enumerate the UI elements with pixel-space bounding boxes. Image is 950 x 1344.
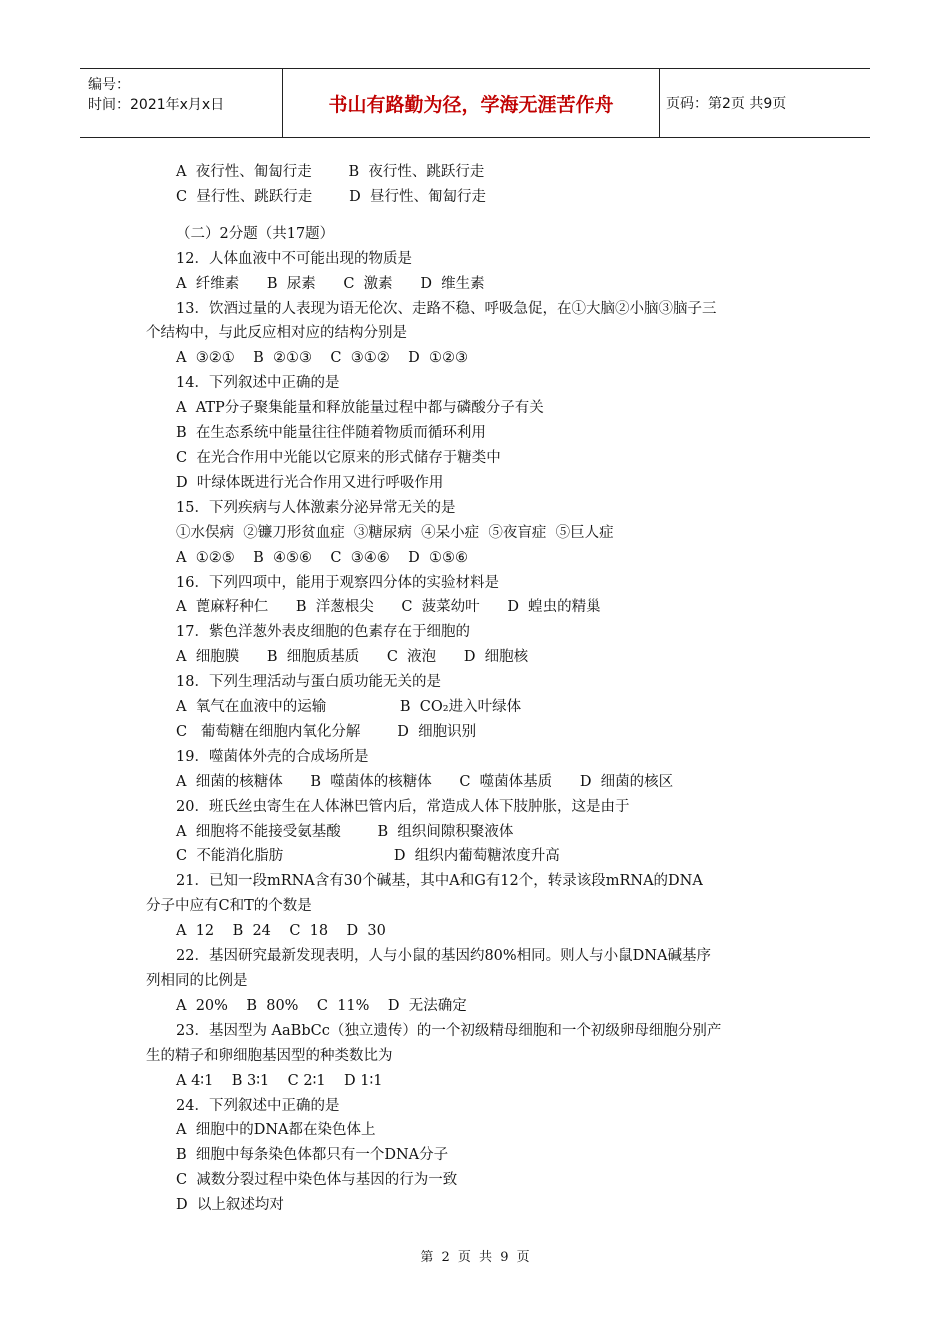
question-line: ①水俣病 ②镰刀形贫血症 ③糖尿病 ④呆小症 ⑤夜盲症 ⑤巨人症	[176, 524, 614, 541]
question-line: A 纤维素 B 尿素 C 激素 D 维生素	[176, 275, 485, 292]
question-line: 15．下列疾病与人体激素分泌异常无关的是	[176, 499, 456, 516]
question-line: D 以上叙述均对	[176, 1197, 284, 1214]
page-header	[80, 68, 870, 138]
question-line: 12．人体血液中不可能出现的物质是	[176, 250, 412, 267]
question-line: 个结构中，与此反应相对应的结构分别是	[146, 325, 407, 342]
question-line: A 蓖麻籽种仁 B 洋葱根尖 C 菠菜幼叶 D 蝗虫的精巢	[176, 599, 601, 616]
question-line: 20．班氏丝虫寄生在人体淋巴管内后，常造成人体下肢肿胀，这是由于	[176, 798, 630, 815]
question-line: A 细菌的核糖体 B 噬菌体的核糖体 C 噬菌体基质 D 细菌的核区	[176, 773, 674, 790]
question-line: （二）2分题（共17题）	[176, 225, 335, 242]
question-line: A 氧气在血液中的运输 B CO₂进入叶绿体	[176, 699, 522, 716]
question-line: 18．下列生理活动与蛋白质功能无关的是	[176, 674, 441, 691]
question-line: B 细胞中每条染色体都只有一个DNA分子	[176, 1147, 449, 1164]
question-line: 24．下列叙述中正确的是	[176, 1097, 340, 1114]
header-motto: 书山有路勤为径，学海无涯苦作舟	[282, 69, 660, 137]
header-left-cell	[80, 69, 282, 137]
question-line: 分子中应有C和T的个数是	[146, 898, 312, 915]
question-line: 17．紫色洋葱外表皮细胞的色素存在于细胞的	[176, 624, 470, 641]
question-line: A 细胞中的DNA都在染色体上	[176, 1122, 376, 1139]
question-line: A 4∶1 B 3∶1 C 2∶1 D 1∶1	[176, 1072, 383, 1089]
question-line: A ③②① B ②①③ C ③①② D ①②③	[176, 350, 469, 367]
question-line: 23．基因型为 AaBbCc（独立遗传）的一个初级精母细胞和一个初级卵母细胞分别产	[176, 1022, 722, 1039]
question-line: A 12 B 24 C 18 D 30	[176, 923, 386, 940]
section-gap	[146, 210, 816, 222]
question-line: C 不能消化脂肪 D 组织内葡萄糖浓度升高	[176, 848, 560, 865]
question-line: 列相同的比例是	[146, 973, 248, 989]
question-line: 生的精子和卵细胞基因型的种类数比为	[146, 1047, 393, 1064]
question-line: 14．下列叙述中正确的是	[176, 375, 340, 392]
document-time-label: 时间：2021年x月x日	[88, 97, 225, 113]
question-line: A 细胞将不能接受氨基酸 B 组织间隙积聚液体	[176, 823, 514, 840]
page-footer: 第 2 页 共 9 页	[420, 1250, 530, 1265]
question-line: 21．已知一段mRNA含有30个碱基，其中A和G有12个，转录该段mRNA的DNA	[176, 873, 703, 890]
question-line: 22．基因研究最新发现表明，人与小鼠的基因约80%相同。则人与小鼠DNA碱基序	[176, 948, 711, 965]
header-page-info: 页码：第2页 共9页	[666, 96, 787, 112]
question-line: C 在光合作用中光能以它原来的形式储存于糖类中	[176, 449, 501, 466]
question-line: C 葡萄糖在细胞内氧化分解 D 细胞识别	[176, 723, 477, 740]
question-line: C 昼行性、跳跃行走 D 昼行性、匍匐行走	[176, 188, 487, 205]
exam-content	[146, 160, 816, 1218]
question-line: A ①②⑤ B ④⑤⑥ C ③④⑥ D ①⑤⑥	[176, 549, 469, 566]
question-line: 13．饮酒过量的人表现为语无伦次、走路不稳、呼吸急促，在①大脑②小脑③脑子三	[176, 300, 717, 317]
question-line: B 在生态系统中能量往往伴随着物质而循环利用	[176, 425, 486, 442]
question-line: 19．噬菌体外壳的合成场所是	[176, 748, 369, 765]
question-line: D 叶绿体既进行光合作用又进行呼吸作用	[176, 474, 444, 491]
question-line: C 减数分裂过程中染色体与基因的行为一致	[176, 1172, 458, 1189]
document-number-label: 编号：	[88, 77, 130, 93]
question-line: A 细胞膜 B 细胞质基质 C 液泡 D 细胞核	[176, 649, 529, 666]
question-line: A ATP分子聚集能量和释放能量过程中都与磷酸分子有关	[176, 400, 544, 417]
question-line: A 夜行性、匍匐行走 B 夜行性、跳跃行走	[176, 164, 485, 180]
question-line: 16．下列四项中，能用于观察四分体的实验材料是	[176, 574, 499, 591]
question-line: A 20% B 80% C 11% D 无法确定	[176, 997, 467, 1014]
